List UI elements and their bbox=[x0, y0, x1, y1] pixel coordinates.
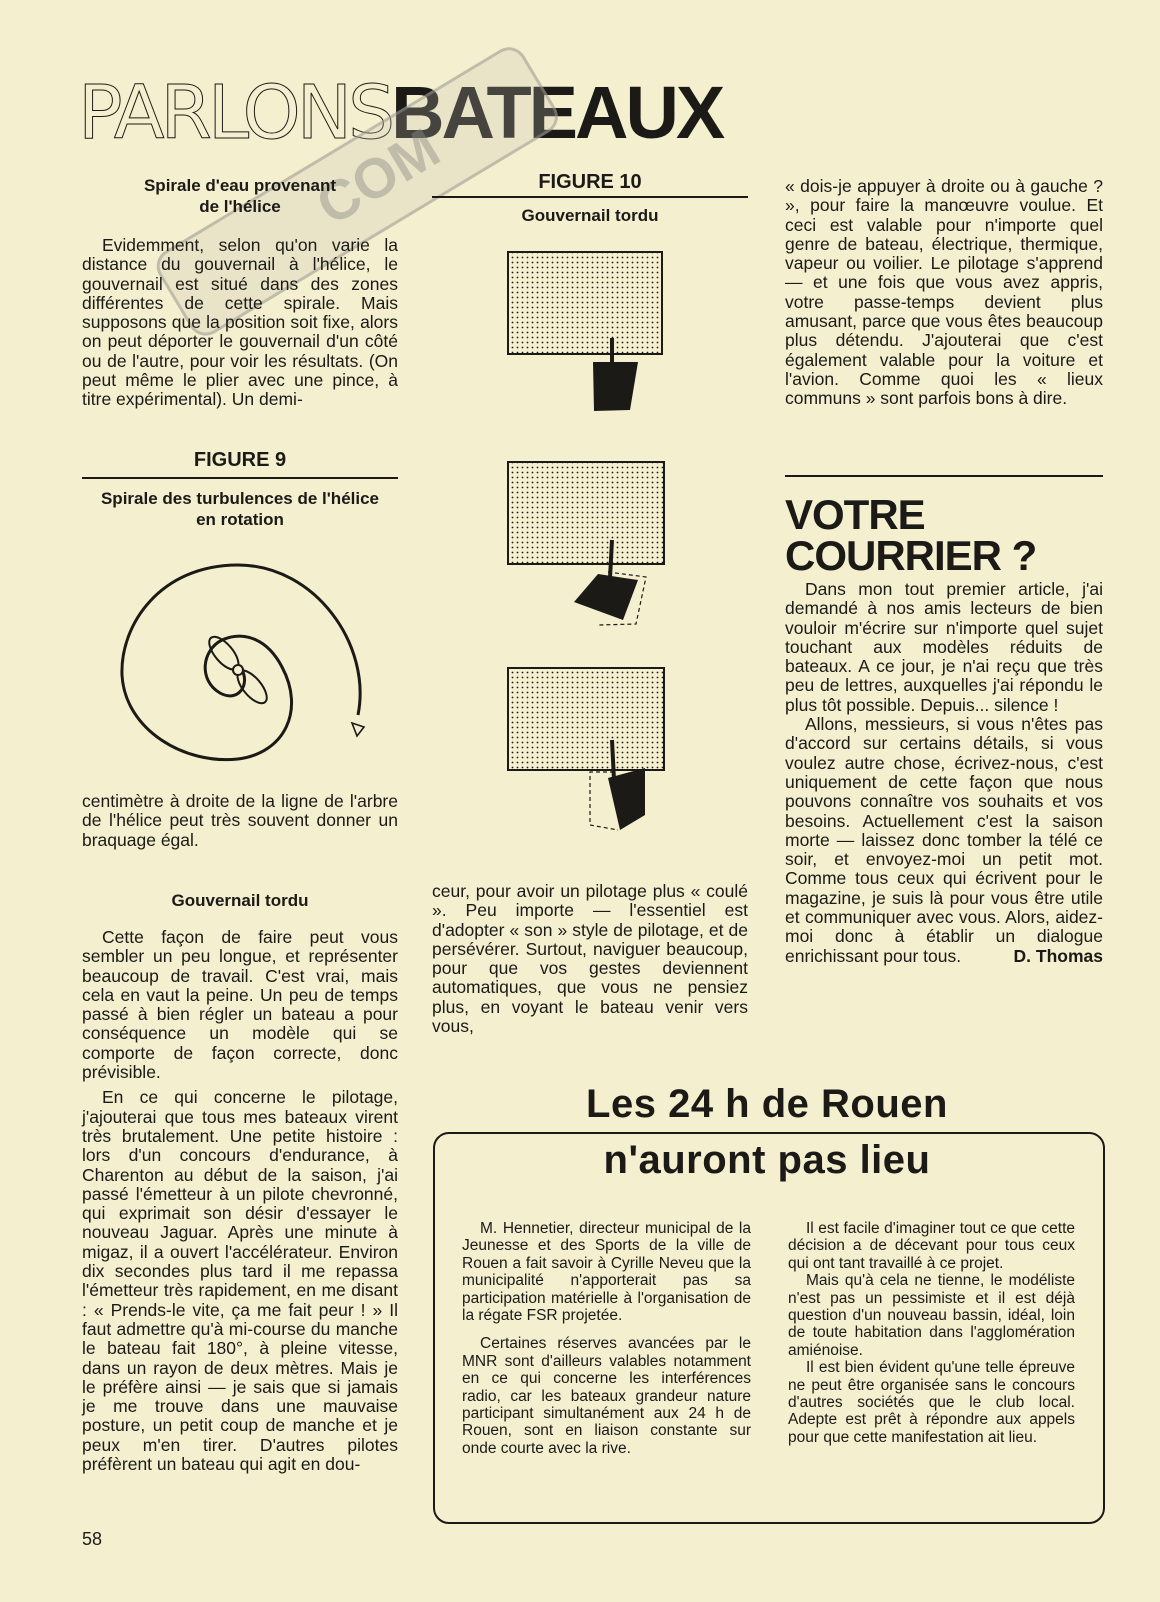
rudder-figure bbox=[490, 240, 690, 850]
left-paragraph-1: Evidemment, selon qu'on varie la distance du gouvernail à l'hélice, le gouvernail est situé dans des zones différentes de cette spirale. Mais supposons que la position soit fixe, alors on peut déporter le gouvernail d'un côté ou de l'autre, pour voir les résultats. (On peut même le plier avec une pince, à titre expérimental). Un demi- bbox=[82, 235, 398, 410]
caption-line-2: de l'hélice bbox=[199, 197, 281, 216]
left-paragraph-3: Cette façon de faire peut vous sembler un peu longue, et représenter beaucoup de travail. C'est vrai, mais cela en vaut la peine. Un peu de temps passé à bien régler un bateau a pour conséquence un modèle qui se comporte de façon correcte, donc prévisible. En ce qui concerne le pilotage, j'ajouterai que tous mes bateaux virent très brutalement. Une petite histoire : lors d'un concours d'endurance, à Charenton au début de la saison, j'ai passé l'émetteur à un pilote chevronné, qui exprimait son désir d'essayer le nouveau Jaguar. Après une minute à migaz, il a ouvert l'accélérateur. Environ dix secondes plus tard il me repassa l'émetteur très rapidement, en me disant : « Prends-le vite, ça me fait peur ! » Il faut admettre qu'à mi-course du manche le bateau fait 180°, à pleine vitesse, dans un rayon de deux mètres. Mais je le préfère ainsi — je sais que si jamais je me trouve dans une mauvaise posture, un petit coup de manche et je peux m'en tirer. D'autres pilotes préfèrent un bateau qui agit en dou- bbox=[82, 927, 398, 1475]
spiral-arrow-head bbox=[352, 723, 364, 736]
figure-10-caption: Gouvernail tordu bbox=[521, 206, 659, 225]
rudder-diagram-1 bbox=[508, 252, 662, 411]
figure-9-caption-line-2: en rotation bbox=[196, 510, 284, 529]
heading-line-2: COURRIER ? bbox=[785, 532, 1037, 579]
signature: D. Thomas bbox=[1013, 945, 1103, 966]
right-paragraph-2: Dans mon tout premier article, j'ai demandé à nos amis lecteurs de bien vouloir m'écrire sur n'importe quel sujet touchant aux modèles réduits de bateaux. A ce jour, je n'ai reçu que très peu de lettres, auxquelles j'ai répondu le plus tôt possible. Depuis... silence ! Allons, messieurs, si vous n'êtes pas d'accord sur certains détails, si vous voulez autre chose, écrivez-nous, c'est uniquement de cette façon que nous pouvons connaître vos souhaits et vos besoins. Actuellement c'est la saison morte — laissez donc tomber la télé ce soir, et envoyez-moi un petit mot. Comme tous ceux qui écrivent pour le magazine, je suis là pour vous être utile et communiquer avec vous. Alors, aidez-moi donc à établir un dialogue enrichissant pour tous. D. Thomas bbox=[785, 579, 1103, 966]
box-right-column: Il est facile d'imaginer tout ce que cette décision a de décevant pour tous ceux qui ont tant travaillé à ce projet. Mais qu'à cela ne tienne, le modéliste n'est pas un pessimiste et il est déjà question d'un nouveau bassin, idéal, loin de toute habitation dans l'agglomération amiénoise. Il est bien évident qu'une telle épreuve ne peut être organisée sans le concours d'autres sociétés que le club local. Adepte est prêt à répondre aux appels pour que cette manifestation ait lieu. bbox=[788, 1220, 1075, 1446]
box-left-column: M. Hennetier, directeur municipal de la Jeunesse et des Sports de la ville de Rouen a fait savoir à Cyrille Neveu que la municipalité n'apporterait pas sa participation matérielle à l'organisation de la régate FSR projetée. Certaines réserves avancées par le MNR sont d'ailleurs valables notamment en ce qui concerne les interférences radio, car les bateaux grandeur nature participant simultanément aux 24 h de Rouen, sont en liaison constante sur onde courte avec la rive. bbox=[462, 1220, 751, 1457]
spiral-curve bbox=[122, 565, 360, 760]
title-bold: BATEAUX bbox=[391, 71, 723, 154]
rudder-diagram-2 bbox=[508, 462, 664, 625]
spiral-figure bbox=[110, 555, 380, 770]
figure-9-rule bbox=[82, 477, 398, 479]
votre-courrier-heading bbox=[785, 491, 1103, 579]
caption-spirale-eau bbox=[82, 175, 398, 217]
watermark-text: COM bbox=[305, 115, 450, 237]
box-headline-line-2: n'auront pas lieu bbox=[603, 1138, 931, 1182]
figure-9-caption-line-1: Spirale des turbulences de l'hélice bbox=[100, 489, 380, 508]
right-paragraph-1: « dois-je appuyer à droite ou à gauche ? », pour faire la manœuvre voulue. Et ceci est valable pour n'importe quel genre de bateau, électrique, thermique, vapeur ou voilier. Le pilotage s'apprend — et une fois que vous avez appris, votre passe-temps devient plus amusant, parce que vous êtes beaucoup plus détendu. J'ajouterai que c'est également valable pour la voiture et l'avion. Comme quoi les « lieux communs » sont parfois bons à dire. bbox=[785, 176, 1103, 409]
figure-10-rule bbox=[432, 196, 748, 198]
subhead-gouvernail-tordu: Gouvernail tordu bbox=[171, 891, 309, 910]
page-number: 58 bbox=[82, 1529, 103, 1549]
figure-10-label: FIGURE 10 bbox=[538, 171, 642, 193]
middle-paragraph: ceur, pour avoir un pilotage plus « coulé ». Peu importe — l'essentiel est d'adopter « son » style de pilotage, et de persévérer. Surtout, naviguer beaucoup, pour que vos gestes deviennent automatiques, que vous ne pensiez plus, en voyant le bateau venir vers vous, bbox=[432, 881, 748, 1037]
title-light: PARLONS bbox=[78, 70, 392, 156]
left-paragraph-2: centimètre à droite de la ligne de l'arbre de l'hélice peut très souvent donner un braquage égal. bbox=[82, 791, 398, 850]
caption-line-1: Spirale d'eau provenant bbox=[143, 176, 337, 195]
box-headline-line-1: Les 24 h de Rouen bbox=[586, 1082, 948, 1126]
figure-9-caption bbox=[82, 488, 398, 530]
figure-9-label: FIGURE 9 bbox=[193, 449, 287, 471]
heading-line-1: VOTRE bbox=[785, 491, 925, 538]
right-rule bbox=[785, 475, 1103, 477]
rudder-diagram-3 bbox=[508, 668, 664, 830]
